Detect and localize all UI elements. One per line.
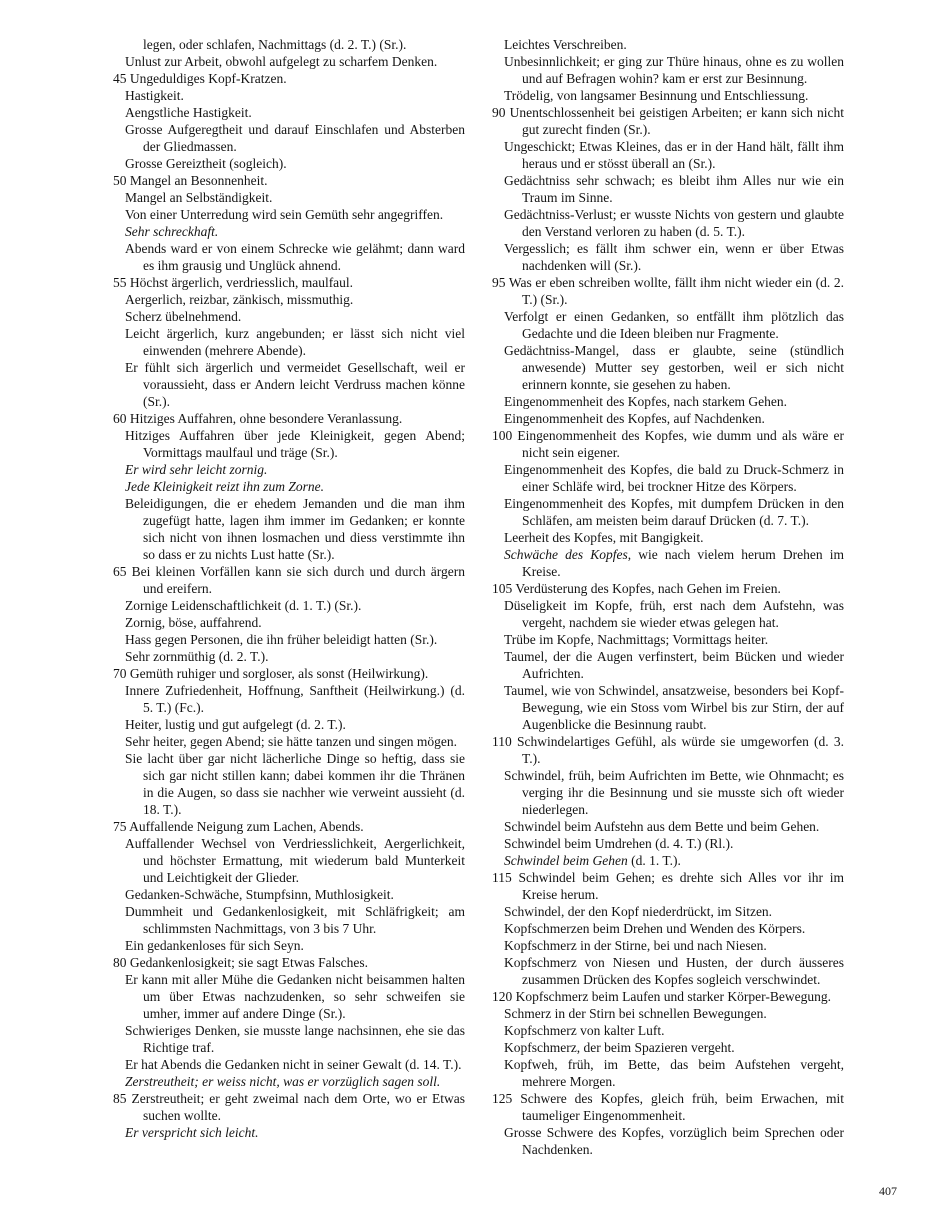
symptom-entry (113, 886, 465, 903)
entry-text: Trödelig, von langsamer Besinnung und Entschliessung. (504, 88, 809, 103)
symptom-entry-85 (113, 1090, 465, 1124)
entry-text: Aergerlich, reizbar, zänkisch, missmuthig. (125, 292, 354, 307)
entry-text: Kopfschmerz von kalter Luft. (504, 1023, 665, 1038)
entry-text: Was er eben schreiben wollte, fällt ihm nicht wieder ein (d. 2. T.) (Sr.). (508, 275, 844, 307)
entry-text: Abends ward er von einem Schrecke wie gelähmt; dann ward es ihm grausig und Unglück ahnend. (125, 241, 465, 273)
entry-text: Ungeduldiges Kopf-Kratzen. (129, 71, 287, 86)
entry-text: Höchst ärgerlich, verdriesslich, maulfaul. (129, 275, 354, 290)
entry-number: 85 (113, 1091, 127, 1106)
entry-text: Zornige Leidenschaftlichkeit (d. 1. T.) (Sr.). (125, 598, 362, 613)
symptom-entry (113, 716, 465, 733)
entry-text: Schwindel beim Aufstehn aus dem Bette und beim Gehen. (504, 819, 820, 834)
entry-number: 70 (113, 666, 127, 681)
entry-number: 95 (492, 275, 506, 290)
entry-text: Sehr heiter, gegen Abend; sie hätte tanzen und singen mögen. (125, 734, 457, 749)
symptom-entry (113, 478, 465, 495)
symptom-entry (113, 359, 465, 410)
entry-text: Kopfschmerz, der beim Spazieren vergeht. (504, 1040, 735, 1055)
symptom-entry (113, 937, 465, 954)
left-column (113, 36, 465, 1158)
entry-text: Eingenommenheit des Kopfes, die bald zu Druck-Schmerz in einer Schläfe wird, bei trockner Hitze des Körpers. (504, 462, 844, 494)
entry-text: Von einer Unterredung wird sein Gemüth sehr angegriffen. (125, 207, 444, 222)
symptom-entry (113, 750, 465, 818)
entry-text: Gedankenlosigkeit; sie sagt Etwas Falsches. (129, 955, 368, 970)
symptom-entry (492, 1022, 844, 1039)
symptom-entry (113, 835, 465, 886)
entry-text: Aengstliche Hastigkeit. (125, 105, 252, 120)
symptom-entry (492, 818, 844, 835)
symptom-entry (113, 87, 465, 104)
symptom-entry (492, 240, 844, 274)
symptom-entry-105 (492, 580, 844, 597)
entry-text: Dummheit und Gedankenlosigkeit, mit Schläfrigkeit; am schlimmsten Nachmittags, von 3 bis 7 Uhr. (125, 904, 465, 936)
entry-text: Zornig, böse, auffahrend. (125, 615, 262, 630)
entry-number: 105 (492, 581, 513, 596)
entry-text: Er hat Abends die Gedanken nicht in seiner Gewalt (d. 14. T.). (125, 1057, 462, 1072)
symptom-entry (113, 597, 465, 614)
entry-text: Auffallende Neigung zum Lachen, Abends. (129, 819, 364, 834)
entry-text: Grosse Schwere des Kopfes, vorzüglich beim Sprechen oder Nachdenken. (504, 1125, 844, 1157)
entry-text: Unentschlossenheit bei geistigen Arbeiten; er kann sich nicht gut zurecht finden (Sr.). (509, 105, 845, 137)
entry-text: Grosse Gereiztheit (sogleich). (125, 156, 287, 171)
symptom-entry (492, 903, 844, 920)
symptom-entry (492, 495, 844, 529)
symptom-entry-110 (492, 733, 844, 767)
symptom-entry (113, 104, 465, 121)
entry-text: Ungeschickt; Etwas Kleines, das er in der Hand hält, fällt ihm heraus und er stösst überall an (Sr.). (504, 139, 844, 171)
entry-number: 115 (492, 870, 512, 885)
symptom-entry (113, 223, 465, 240)
symptom-entry (113, 971, 465, 1022)
entry-text: Schmerz in der Stirn bei schnellen Bewegungen. (504, 1006, 767, 1021)
entry-text: Taumel, wie von Schwindel, ansatzweise, besonders bei Kopf-Bewegung, wie ein Stoss vom Wirbel bis zur Stirn, der auf Augenblicke die Besinnung raubt. (504, 683, 844, 732)
symptom-entry (492, 206, 844, 240)
page-number: 407 (879, 1184, 897, 1198)
symptom-entry (492, 172, 844, 206)
entry-text: Er verspricht sich leicht. (125, 1125, 259, 1140)
entry-text: Verfolgt er einen Gedanken, so entfällt ihm plötzlich das Gedachte und die Ideen bleiben nur Fragmente. (504, 309, 844, 341)
entry-text: Unlust zur Arbeit, obwohl aufgelegt zu scharfem Denken. (125, 54, 438, 69)
symptom-entry-45 (113, 70, 465, 87)
entry-text: Schwäche des Kopfes (504, 547, 628, 562)
entry-text: Taumel, der die Augen verfinstert, beim Bücken und wieder Aufrichten. (504, 649, 844, 681)
symptom-entry (492, 546, 844, 580)
entry-text: Sehr zornmüthig (d. 2. T.). (125, 649, 269, 664)
entry-text: Schwindel beim Gehen; es drehte sich Alles vor ihr im Kreise herum. (518, 870, 845, 902)
entry-text: Beleidigungen, die er ehedem Jemanden und die man ihm zugefügt hatte, lagen ihm immer im Gedanken; er konnte sich nicht von ihnen losmachen und diess verstimmte ihn so dass er zu nichts Lust hatte (Sr.). (125, 496, 465, 562)
entry-number: 60 (113, 411, 127, 426)
entry-text: Hitziges Auffahren über jede Kleinigkeit, gegen Abend; Vormittags maulfaul und träge (Sr.). (125, 428, 465, 460)
entry-text: Verdüsterung des Kopfes, nach Gehen im Freien. (515, 581, 781, 596)
entry-text: Schwindel beim Gehen (504, 853, 628, 868)
symptom-entry (492, 36, 844, 53)
symptom-entry (113, 461, 465, 478)
symptom-entry (113, 903, 465, 937)
symptom-entry (113, 325, 465, 359)
symptom-entry (113, 1022, 465, 1056)
entry-text: Zerstreutheit; er weiss nicht, was er vorzüglich sagen soll. (125, 1074, 441, 1089)
entry-text: Düseligkeit im Kopfe, früh, erst nach dem Aufstehn, was vergeht, nachdem sie wieder etwas gelegen hat. (504, 598, 844, 630)
entry-text: , wie nach vielem herum Drehen im Kreise. (522, 547, 844, 579)
symptom-entry (113, 291, 465, 308)
symptom-entry (492, 767, 844, 818)
symptom-entry (113, 36, 465, 53)
entry-text: Kopfschmerz von Niesen und Husten, der durch äusseres zusammen Drücken des Kopfes sogleich verschwindet. (504, 955, 844, 987)
entry-text: Schwieriges Denken, sie musste lange nachsinnen, ehe sie das Richtige traf. (125, 1023, 465, 1055)
entry-text: Schwere des Kopfes, gleich früh, beim Erwachen, mit taumeliger Eingenommenheit. (520, 1091, 845, 1123)
entry-text: Trübe im Kopfe, Nachmittags; Vormittags heiter. (504, 632, 769, 647)
entry-number: 50 (113, 173, 127, 188)
entry-number: 110 (492, 734, 512, 749)
symptom-entry (113, 614, 465, 631)
entry-text: Mangel an Besonnenheit. (129, 173, 268, 188)
entry-number: 120 (492, 989, 513, 1004)
symptom-entry (113, 733, 465, 750)
entry-text: Sehr schreckhaft. (125, 224, 219, 239)
entry-text: Gemüth ruhiger und sorgloser, als sonst (Heilwirkung). (129, 666, 429, 681)
entry-text: (d. 1. T.). (627, 853, 681, 868)
entry-number: 75 (113, 819, 127, 834)
symptom-entry (113, 427, 465, 461)
entry-number: 90 (492, 105, 506, 120)
entry-text: Leicht ärgerlich, kurz angebunden; er lässt sich nicht viel einwenden (mehrere Abende). (125, 326, 465, 358)
symptom-entry-95 (492, 274, 844, 308)
symptom-entry (492, 87, 844, 104)
symptom-entry (492, 342, 844, 393)
entry-text: Hass gegen Personen, die ihn früher beleidigt hatten (Sr.). (125, 632, 438, 647)
symptom-entry (492, 308, 844, 342)
entry-number: 65 (113, 564, 127, 579)
symptom-entry (492, 529, 844, 546)
entry-text: Jede Kleinigkeit reizt ihn zum Zorne. (125, 479, 324, 494)
entry-text: Er fühlt sich ärgerlich und vermeidet Gesellschaft, weil er voraussieht, dass er Andern leicht Verdruss machen könne (Sr.). (125, 360, 465, 409)
entry-text: Kopfweh, früh, im Bette, das beim Aufstehen vergeht, mehrere Morgen. (504, 1057, 844, 1089)
symptom-entry (492, 393, 844, 410)
symptom-entry (492, 954, 844, 988)
symptom-entry (113, 631, 465, 648)
entry-text: Gedächtniss sehr schwach; es bleibt ihm Alles nur wie ein Traum im Sinne. (504, 173, 844, 205)
entry-text: Eingenommenheit des Kopfes, mit dumpfem Drücken in den Schläfen, am meisten beim darauf Drücken (d. 7. T.). (504, 496, 844, 528)
symptom-entry (113, 1124, 465, 1141)
symptom-entry (492, 937, 844, 954)
symptom-entry-100 (492, 427, 844, 461)
symptom-entry-60 (113, 410, 465, 427)
symptom-entry (113, 1056, 465, 1073)
symptom-entry (492, 1039, 844, 1056)
right-column (492, 36, 844, 1158)
symptom-entry (113, 53, 465, 70)
two-column-text-block (113, 36, 845, 1158)
symptom-entry-125 (492, 1090, 844, 1124)
entry-text: Gedanken-Schwäche, Stumpfsinn, Muthlosigkeit. (125, 887, 394, 902)
symptom-entry (113, 308, 465, 325)
symptom-entry (492, 461, 844, 495)
entry-text: Er wird sehr leicht zornig. (125, 462, 268, 477)
symptom-entry (492, 631, 844, 648)
symptom-entry (113, 155, 465, 172)
symptom-entry (113, 1073, 465, 1090)
symptom-entry-55 (113, 274, 465, 291)
symptom-entry (113, 495, 465, 563)
symptom-entry (113, 648, 465, 665)
symptom-entry (492, 852, 844, 869)
entry-text: Gedächtniss-Verlust; er wusste Nichts von gestern und glaubte den Verstand verloren zu haben (d. 5. T.). (504, 207, 844, 239)
entry-text: legen, oder schlafen, Nachmittags (d. 2. T.) (Sr.). (143, 37, 407, 52)
entry-text: Leerheit des Kopfes, mit Bangigkeit. (504, 530, 704, 545)
entry-text: Kopfschmerz in der Stirne, bei und nach Niesen. (504, 938, 767, 953)
symptom-entry (492, 597, 844, 631)
entry-text: Leichtes Verschreiben. (504, 37, 627, 52)
entry-text: Schwindelartiges Gefühl, als würde sie umgeworfen (d. 3. T.). (516, 734, 844, 766)
symptom-entry-80 (113, 954, 465, 971)
entry-number: 45 (113, 71, 127, 86)
entry-text: Hitziges Auffahren, ohne besondere Veranlassung. (129, 411, 403, 426)
symptom-entry-70 (113, 665, 465, 682)
entry-text: Innere Zufriedenheit, Hoffnung, Sanftheit (Heilwirkung.) (d. 5. T.) (Fc.). (125, 683, 465, 715)
symptom-entry (492, 410, 844, 427)
symptom-entry (492, 1005, 844, 1022)
symptom-entry (492, 1056, 844, 1090)
entry-number: 125 (492, 1091, 513, 1106)
entry-text: Scherz übelnehmend. (125, 309, 242, 324)
entry-text: Heiter, lustig und gut aufgelegt (d. 2. T.). (125, 717, 346, 732)
entry-text: Gedächtniss-Mangel, dass er glaubte, seine (stündlich anwesende) Mutter sey gestorben, weil er sich nicht erinnern konnte, sie gesehen zu haben. (504, 343, 844, 392)
entry-text: Er kann mit aller Mühe die Gedanken nicht beisammen halten um über Etwas nachzudenken, so sehr schweifen sie umher, immer auf andere Dinge (Sr.). (125, 972, 465, 1021)
symptom-entry (113, 240, 465, 274)
entry-text: Kopfschmerzen beim Drehen und Wenden des Körpers. (504, 921, 806, 936)
entry-text: Kopfschmerz beim Laufen und starker Körper-Bewegung. (515, 989, 831, 1004)
symptom-entry-120 (492, 988, 844, 1005)
symptom-entry (492, 53, 844, 87)
symptom-entry-115 (492, 869, 844, 903)
symptom-entry (113, 682, 465, 716)
symptom-entry (492, 835, 844, 852)
symptom-entry (492, 648, 844, 682)
symptom-entry-90 (492, 104, 844, 138)
symptom-entry (492, 138, 844, 172)
symptom-entry (492, 920, 844, 937)
entry-number: 55 (113, 275, 127, 290)
entry-text: Vergesslich; es fällt ihm schwer ein, wenn er über Etwas nachdenken will (Sr.). (504, 241, 844, 273)
symptom-entry-75 (113, 818, 465, 835)
entry-text: Grosse Aufgeregtheit und darauf Einschlafen und Absterben der Gliedmassen. (125, 122, 465, 154)
entry-text: Eingenommenheit des Kopfes, auf Nachdenken. (504, 411, 765, 426)
entry-text: Mangel an Selbständigkeit. (125, 190, 273, 205)
symptom-entry (113, 206, 465, 223)
entry-text: Bei kleinen Vorfällen kann sie sich durch und durch ärgern und ereifern. (131, 564, 466, 596)
entry-text: Hastigkeit. (125, 88, 184, 103)
symptom-entry-65 (113, 563, 465, 597)
symptom-entry-50 (113, 172, 465, 189)
entry-text: Sie lacht über gar nicht lächerliche Dinge so heftig, dass sie sich gar nicht stillen kann; dabei kommen ihr die Thränen in die Augen, so dass sie nachher wie verweint aussieht (d. 18. T.). (125, 751, 465, 817)
entry-text: Ein gedankenloses für sich Seyn. (125, 938, 304, 953)
entry-text: Eingenommenheit des Kopfes, nach starkem Gehen. (504, 394, 788, 409)
entry-text: Eingenommenheit des Kopfes, wie dumm und als wäre er nicht sein eigener. (517, 428, 845, 460)
entry-text: Auffallender Wechsel von Verdriesslichkeit, Aergerlichkeit, und höchster Ermattung, mit wiederum bald Munterkeit und Leichtigkeit der Glieder. (125, 836, 465, 885)
entry-text: Schwindel, früh, beim Aufrichten im Bette, wie Ohnmacht; es verging ihr die Besinnung und sie musste sich oft wieder niederlegen. (504, 768, 844, 817)
entry-number: 100 (492, 428, 513, 443)
entry-text: Unbesinnlichkeit; er ging zur Thüre hinaus, ohne es zu wollen und auf Befragen wohin? kam er erst zur Besinnung. (504, 54, 844, 86)
symptom-entry (492, 682, 844, 733)
entry-text: Schwindel, der den Kopf niederdrückt, im Sitzen. (504, 904, 773, 919)
entry-text: Schwindel beim Umdrehen (d. 4. T.) (Rl.). (504, 836, 734, 851)
entry-text: Zerstreutheit; er geht zweimal nach dem Orte, wo er Etwas suchen wollte. (131, 1091, 466, 1123)
symptom-entry (113, 121, 465, 155)
symptom-entry (492, 1124, 844, 1158)
entry-number: 80 (113, 955, 127, 970)
symptom-entry (113, 189, 465, 206)
